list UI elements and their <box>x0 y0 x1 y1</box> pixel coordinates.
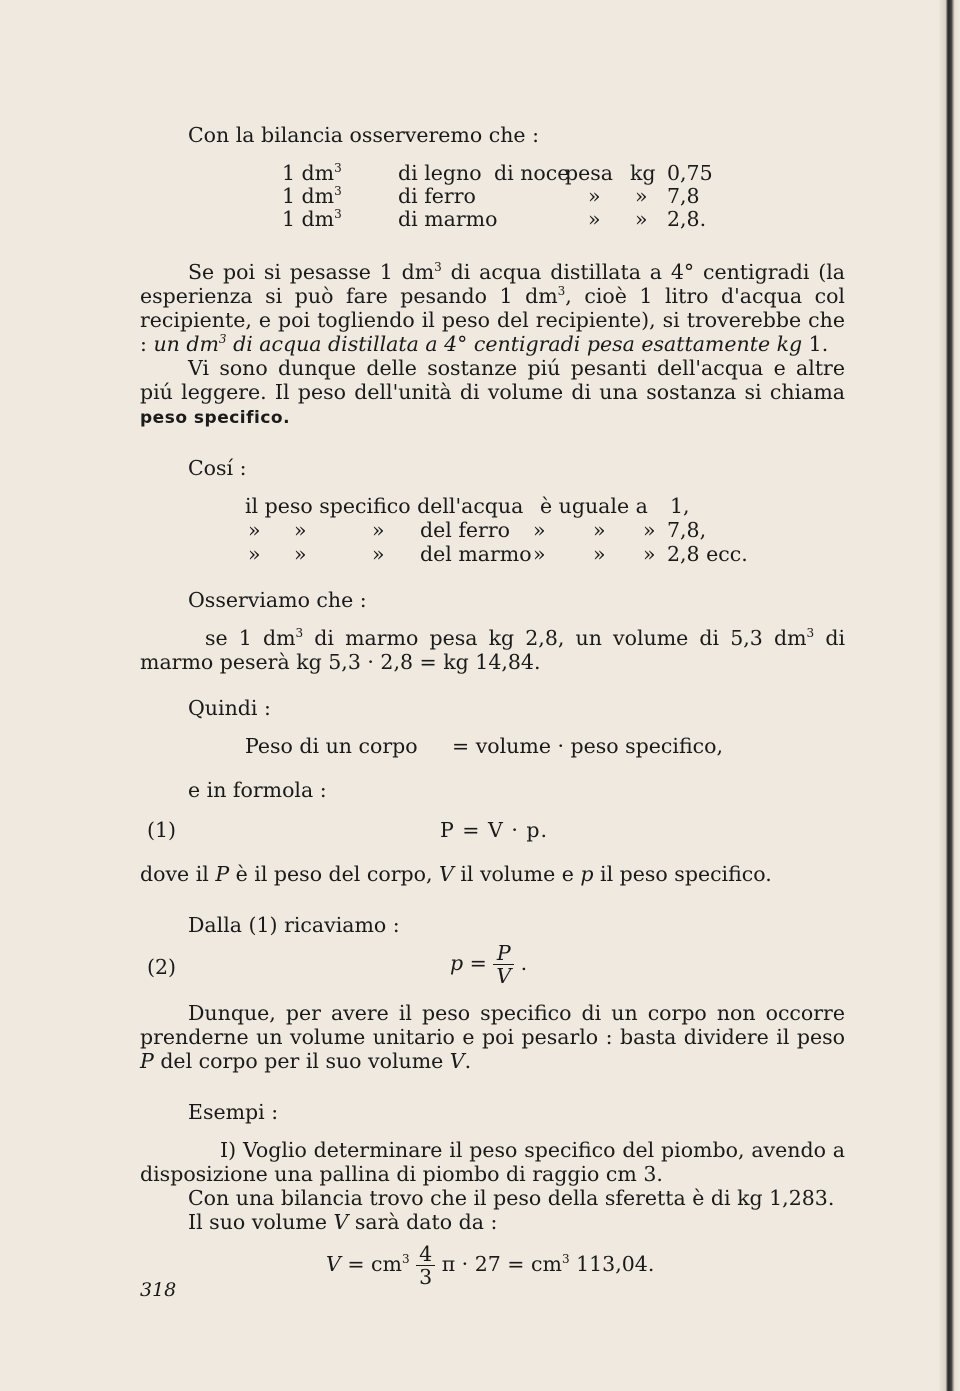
formula-3 <box>140 1240 845 1288</box>
example-1-paragraph: I) Voglio determinare il peso specifico del piombo, avendo a disposizione una pallina di piombo di raggio cm 3. <box>140 1138 845 1186</box>
page-number: 318 <box>140 1279 177 1301</box>
specific-row <box>140 542 845 566</box>
rule-left: Peso di un corpo <box>245 734 418 758</box>
weight-name: di legno <box>398 161 482 185</box>
ditto-mark: » <box>372 542 385 566</box>
ditto-mark: » <box>643 518 656 542</box>
specific-row-value: 1, <box>670 494 690 518</box>
weights-row <box>140 207 845 230</box>
dove-line: dove il P è il peso del corpo, V il volume e p il peso specifico. <box>140 862 772 886</box>
osserviamo-line: Osserviamo che : <box>188 588 367 612</box>
ditto-mark: » <box>533 518 546 542</box>
book-page <box>140 110 845 1301</box>
ditto-mark: » <box>248 518 261 542</box>
dunque-paragraph: Dunque, per avere il peso specifico di un corpo non occorre prenderne un volume unitario e poi pesarlo : basta dividere il peso P del corpo per il suo volume V. <box>140 1001 845 1073</box>
intro-line: Con la bilancia osserveremo che : <box>188 123 539 147</box>
example-1-weight-line: Con una bilancia trovo che il peso della sferetta è di kg 1,283. <box>188 1186 835 1210</box>
in-formola-line: e in formola : <box>188 778 327 802</box>
ditto-mark: » <box>294 518 307 542</box>
ditto-mark: » <box>593 518 606 542</box>
weight-qty: 1 $dm^3$ <box>282 184 342 208</box>
specific-weight-term: peso specifico. <box>140 408 291 428</box>
specific-row-value: 7,8, <box>667 518 707 542</box>
weight-pesa: » <box>588 184 601 208</box>
formula-2-expression: p = $\frac{P}{V}$ . <box>450 941 528 988</box>
cosi-line: Cosí : <box>188 456 247 480</box>
ditto-mark: » <box>643 542 656 566</box>
example-1-volume-line: Il suo volume V sarà dato da : <box>188 1210 498 1234</box>
rule-right: = volume · peso specifico, <box>452 734 723 758</box>
quindi-line: Quindi : <box>188 696 271 720</box>
page-binding-edge <box>938 0 960 1391</box>
formula-1-label: (1) <box>147 818 177 842</box>
specific-row-label: del ferro <box>420 518 510 542</box>
rule-line <box>140 734 845 758</box>
weight-value: 2,8. <box>667 207 707 231</box>
formula-1 <box>140 818 845 842</box>
weight-pesa: pesa <box>565 161 613 185</box>
marble-paragraph: se 1 $dm^3$ di marmo pesa kg 2,8, un volume di 5,3 $dm^3$ di marmo peserà kg 5,3 · 2,8 = kg 14,84. <box>140 626 845 674</box>
weight-qty: 1 $dm^3$ <box>282 161 342 185</box>
ditto-mark: » <box>533 542 546 566</box>
fraction: $\frac{P}{V}$ <box>493 942 514 987</box>
specific-row-value: 2,8 ecc. <box>667 542 748 566</box>
fraction: $\frac{4}{3}$ <box>416 1243 435 1288</box>
weights-row <box>140 184 845 207</box>
ditto-mark: » <box>248 542 261 566</box>
weight-kg: » <box>635 184 648 208</box>
weight-name: di marmo <box>398 207 498 231</box>
ditto-mark: » <box>372 518 385 542</box>
weight-value: 0,75 <box>667 161 713 185</box>
weight-kg: » <box>635 207 648 231</box>
weights-table <box>140 161 845 230</box>
formula-2 <box>140 939 845 987</box>
ditto-mark: » <box>294 542 307 566</box>
specific-row <box>140 518 845 542</box>
formula-2-label: (2) <box>147 955 177 979</box>
dalla-line: Dalla (1) ricaviamo : <box>188 913 400 937</box>
weight-name: di ferro <box>398 184 476 208</box>
specific-row <box>140 494 845 518</box>
weight-qty: 1 $dm^3$ <box>282 207 342 231</box>
formula-1-expression: P = V · p. <box>440 818 548 842</box>
weights-row <box>140 161 845 184</box>
specific-weight-paragraph: Vi sono dunque delle sostanze piú pesanti dell'acqua e altre piú leggere. Il peso dell'unità di volume di una sostanza si chiama peso specifico. <box>140 356 845 428</box>
specific-row-label: il peso specifico dell'acqua <box>245 494 524 518</box>
weight-value: 7,8 <box>667 184 700 208</box>
weight-pesa: » <box>588 207 601 231</box>
specific-row-verb: è uguale a <box>540 494 648 518</box>
specific-weight-list <box>140 494 845 566</box>
formula-3-expression: $V = cm^3$ $\frac{4}{3}$ $\pi \cdot 27 = cm^3$ 113,04. <box>326 1242 655 1289</box>
weight-kg: kg <box>630 161 656 185</box>
water-paragraph: Se poi si pesasse 1 $dm^3$ di acqua distillata a 4° centigradi (la esperienza si può fare pesando 1 $dm^3$, cioè 1 litro d'acqua col recipiente, e poi togliendo il peso del recipiente), si troverebbe che : un $dm^3$ di acqua distillata a 4° centigradi pesa esattamente kg 1. <box>140 260 845 356</box>
ditto-mark: » <box>593 542 606 566</box>
esempi-line: Esempi : <box>188 1100 279 1124</box>
weight-name2: di noce <box>494 161 570 185</box>
specific-row-label: del marmo <box>420 542 532 566</box>
